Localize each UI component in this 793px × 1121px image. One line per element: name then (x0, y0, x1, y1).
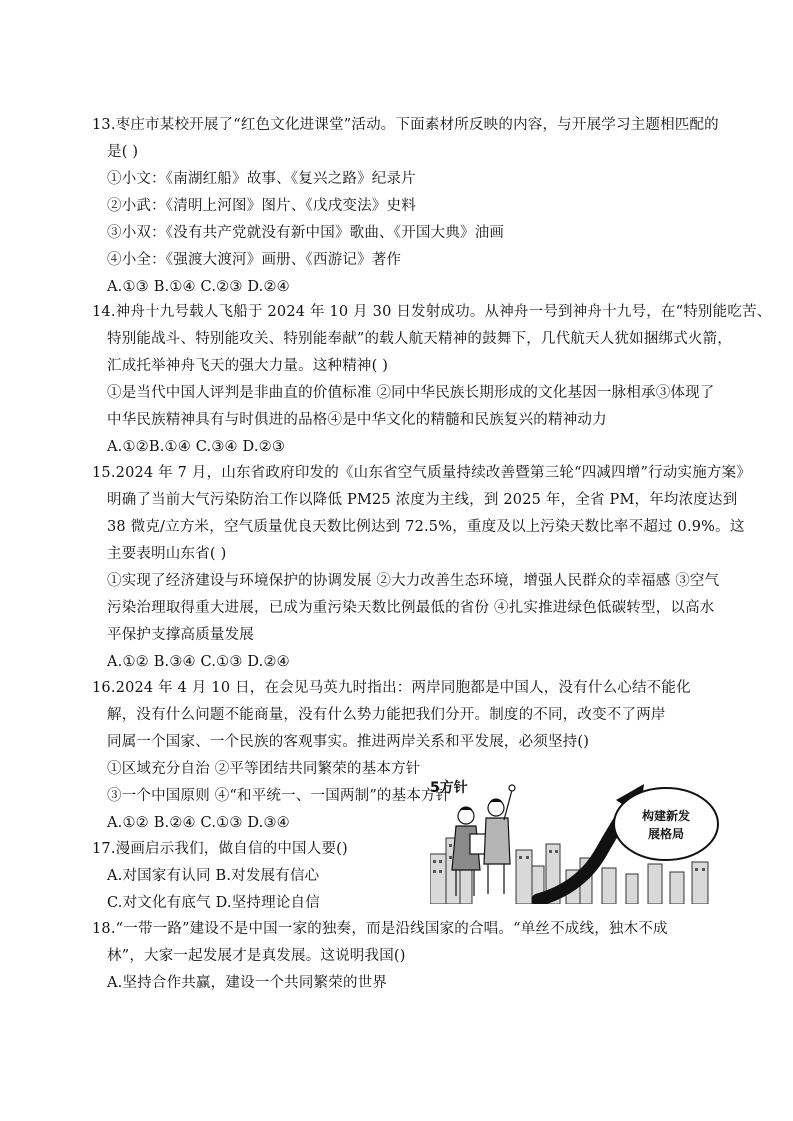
speech-bubble (614, 788, 718, 860)
q13-stem-line2: 是( ) (107, 144, 139, 160)
q13-option-4: ④小全：《强渡大渡河》画册、《西游记》著作 (107, 252, 402, 268)
q13-choices: A.①③ B.①④ C.②③ D.②④ (107, 279, 290, 295)
cartoon-overlap-text: 5方针 (430, 780, 468, 796)
cartoon-illustration (430, 778, 720, 904)
q15-options-line3: 平保护支撑高质量发展 (107, 627, 254, 643)
q13-option-1: ①小文：《南湖红船》故事、《复兴之路》纪录片 (107, 171, 416, 187)
q16-choices: A.①② B.②④ C.①③ D.③④ (107, 815, 290, 831)
q17-options-ab: A.对国家有认同 B.对发展有信心 (107, 868, 320, 884)
q16-stem-line3: 同属一个国家、一个民族的客观事实。推进两岸关系和平发展，必须坚持() (107, 734, 590, 750)
q14-options-line2: 中华民族精神具有与时俱进的品格④是中华文化的精髓和民族复兴的精神动力 (107, 412, 607, 428)
bubble-text-line2: 展格局 (647, 827, 685, 841)
q13-option-2: ②小武：《清明上河图》图片、《戊戌变法》史料 (107, 198, 416, 214)
q16-stem-line1: 16.2024 年 4 月 10 日，在会见马英九时指出：两岸同胞都是中国人，没有什么心结不能化 (92, 680, 691, 696)
bubble-text-line1: 构建新发 (641, 809, 691, 823)
q13-option-3: ③小双：《没有共产党就没有新中国》歌曲、《开国大典》油画 (107, 225, 505, 241)
q15-stem-line4: 主要表明山东省( ) (107, 546, 227, 562)
q18-stem-line2: 林”，大家一起发展才是真发展。这说明我国() (107, 948, 406, 964)
person-cheering (484, 785, 515, 894)
q13-stem-line1: 13.枣庄市某校开展了“红色文化进课堂”活动。下面素材所反映的内容，与开展学习主题相匹配的 (92, 117, 719, 133)
q18-stem-line1: 18.“一带一路”建设不是中国一家的独奏，而是沿线国家的合唱。“单丝不成线，独木不成 (92, 921, 668, 937)
q15-choices: A.①② B.③④ C.①③ D.②④ (107, 654, 290, 670)
q14-options-line1: ①是当代中国人评判是非曲直的价值标准 ②同中华民族长期形成的文化基因一脉相承③体现了 (107, 385, 715, 401)
q17-options-cd: C.对文化有底气 D.坚持理论自信 (107, 895, 320, 911)
q15-options-line1: ①实现了经济建设与环境保护的协调发展 ②大力改善生态环境，增强人民群众的幸福感 ③空气 (107, 573, 720, 589)
q14-stem-line1: 14.神舟十九号载人飞船于 2024 年 10 月 30 日发射成功。从神舟一号到神舟十九号，在“特别能吃苦、 (92, 304, 772, 320)
q15-options-line2: 污染治理取得重大进展，已成为重污染天数比例最低的省份 ④扎实推进绿色低碳转型，以高水 (107, 600, 715, 616)
q18-option-a: A.坚持合作共赢，建设一个共同繁荣的世界 (107, 975, 388, 991)
q14-stem-line2: 特别能战斗、特别能攻关、特别能奉献”的载人航天精神的鼓舞下，几代航天人犹如捆绑式火箭， (107, 331, 733, 347)
q16-stem-line2: 解，没有什么问题不能商量，没有什么势力能把我们分开。制度的不同，改变不了两岸 (107, 707, 666, 723)
q15-stem-line2: 明确了当前大气污染防治工作以降低 PM25 浓度为主线，到 2025 年，全省 PM，年均浓度达到 (107, 492, 738, 508)
q15-stem-line1: 15.2024 年 7 月，山东省政府印发的《山东省空气质量持续改善暨第三轮“四减四增”行动实施方案》 (92, 465, 752, 481)
q15-stem-line3: 38 微克/立方米，空气质量优良天数比例达到 72.5%，重度及以上污染天数比率不超过 0.9%。这 (107, 519, 745, 535)
q17-stem: 17.漫画启示我们，做自信的中国人要() (92, 841, 348, 857)
q16-options-1-2: ①区域充分自治 ②平等团结共同繁荣的基本方针 (107, 761, 421, 777)
q16-options-3-4: ③一个中国原则 ④“和平统一、一国两制”的基本方针 (107, 788, 451, 804)
q14-stem-line3: 汇成托举神舟飞天的强大力量。这种精神( ) (107, 358, 389, 374)
q14-choices: A.①②B.①④ C.③④ D.②③ (107, 439, 286, 455)
